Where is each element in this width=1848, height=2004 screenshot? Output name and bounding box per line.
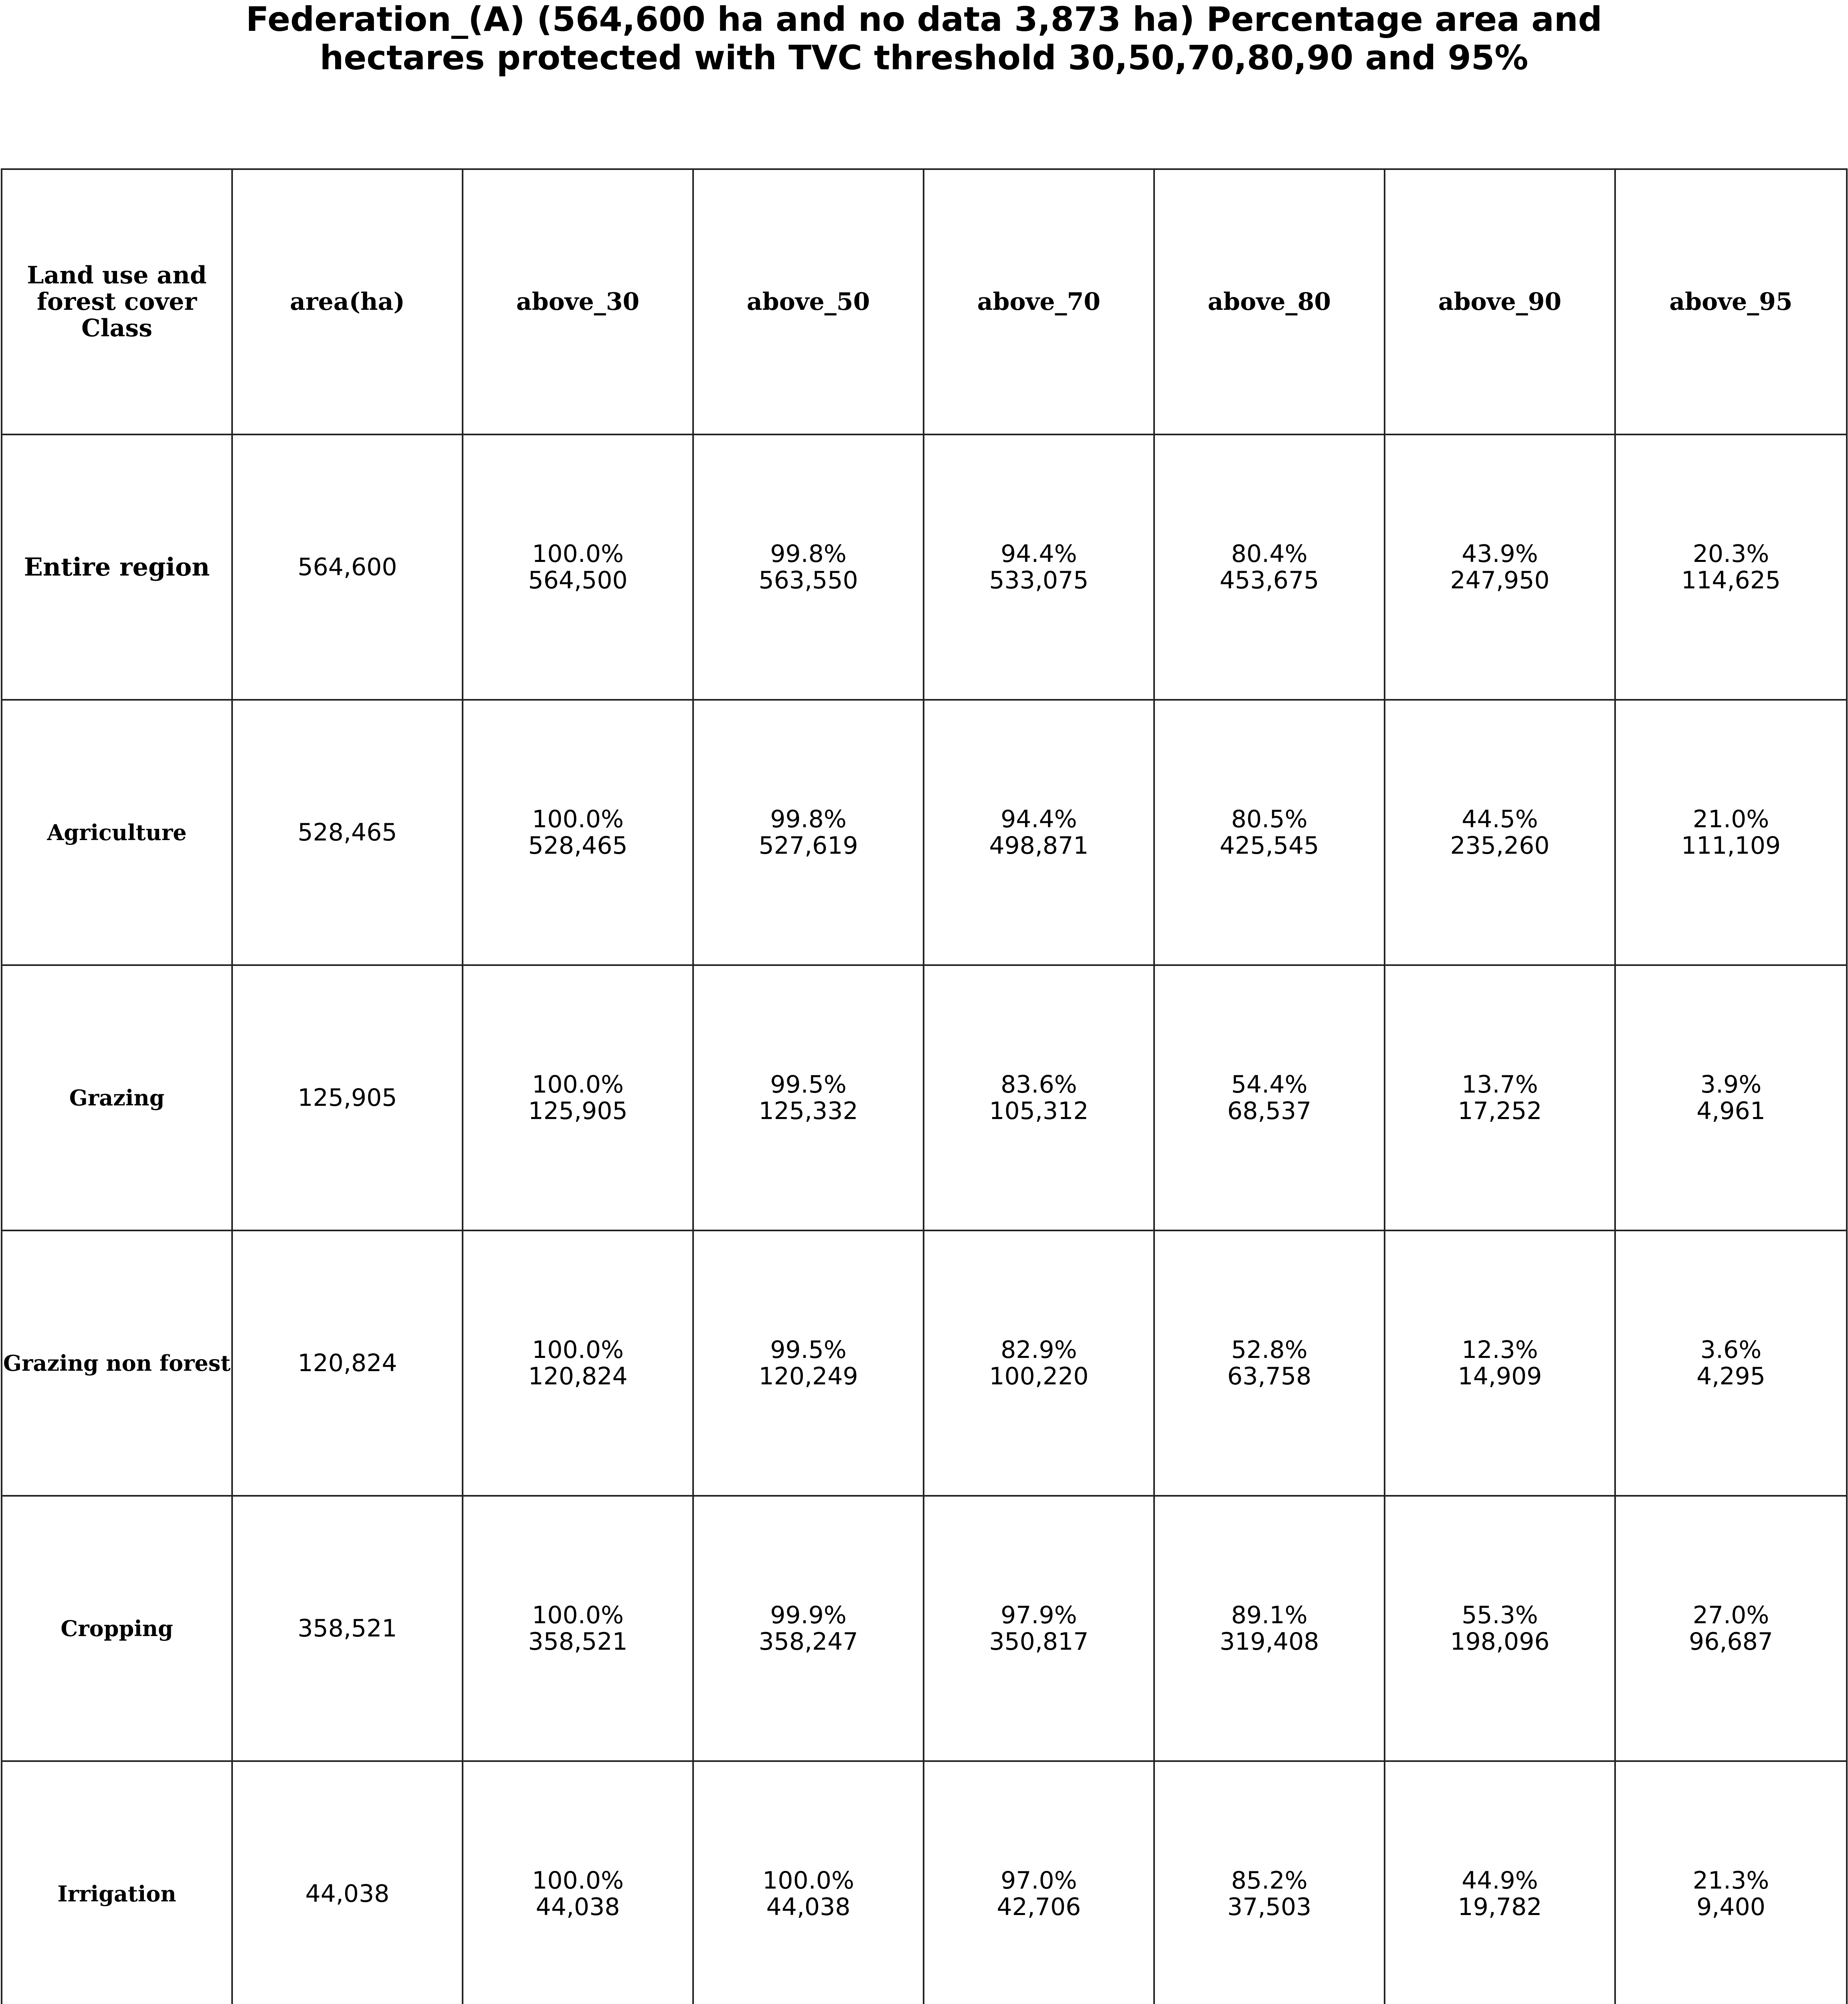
threshold-cell (463, 965, 693, 1230)
threshold-cell (1154, 1496, 1385, 1761)
hectare-value: 120,824 (528, 1362, 628, 1390)
hectare-value: 100,220 (989, 1362, 1089, 1390)
percent-value: 99.5% (770, 1336, 847, 1364)
percent-value: 3.6% (1700, 1336, 1762, 1364)
hectare-value: 120,249 (758, 1362, 858, 1390)
hectare-value: 528,465 (528, 832, 628, 860)
hectare-value: 19,782 (1458, 1893, 1542, 1921)
percent-value: 99.8% (770, 540, 847, 568)
table-row (2, 434, 1847, 700)
row-label: Agriculture (2, 700, 232, 965)
hectare-value: 235,260 (1450, 832, 1550, 860)
percent-value: 94.4% (1001, 540, 1077, 568)
percent-value: 89.1% (1231, 1601, 1308, 1629)
threshold-cell (1154, 1230, 1385, 1496)
area-cell: 125,905 (232, 965, 463, 1230)
hectare-value: 453,675 (1219, 566, 1319, 594)
hectare-value: 68,537 (1227, 1097, 1312, 1125)
threshold-cell (1385, 1230, 1615, 1496)
table-header-row (2, 169, 1847, 434)
area-cell: 528,465 (232, 700, 463, 965)
percent-value: 80.5% (1231, 805, 1308, 833)
percent-value: 100.0% (762, 1867, 854, 1895)
page-title (0, 0, 1848, 77)
percent-value: 100.0% (532, 1071, 624, 1099)
hectare-value: 319,408 (1219, 1628, 1319, 1656)
threshold-cell (1154, 700, 1385, 965)
hectare-value: 125,905 (528, 1097, 628, 1125)
percent-value: 94.4% (1001, 805, 1077, 833)
threshold-cell (1615, 965, 1847, 1230)
threshold-cell (1385, 434, 1615, 700)
percent-value: 100.0% (532, 1867, 624, 1895)
title-line-1: Federation_(A) (564,600 ha and no data 3,873 ha) Percentage area and (246, 0, 1602, 39)
row-label: Grazing non forest (2, 1230, 232, 1496)
hectare-value: 44,038 (536, 1893, 620, 1921)
threshold-cell (924, 434, 1154, 700)
percent-value: 3.9% (1700, 1071, 1762, 1099)
threshold-cell (1615, 1496, 1847, 1761)
row-label: Grazing (2, 965, 232, 1230)
percent-value: 54.4% (1231, 1071, 1308, 1099)
protection-table (1, 168, 1848, 2004)
threshold-cell (463, 1496, 693, 1761)
area-cell: 564,600 (232, 434, 463, 700)
percent-value: 99.8% (770, 805, 847, 833)
percent-value: 12.3% (1462, 1336, 1538, 1364)
hectare-value: 4,961 (1696, 1097, 1765, 1125)
percent-value: 83.6% (1001, 1071, 1077, 1099)
hectare-value: 125,332 (758, 1097, 858, 1125)
hectare-value: 114,625 (1681, 566, 1781, 594)
hectare-value: 105,312 (989, 1097, 1089, 1125)
threshold-cell (1154, 965, 1385, 1230)
percent-value: 100.0% (532, 1336, 624, 1364)
header-area: area(ha) (232, 169, 463, 434)
hectare-value: 44,038 (766, 1893, 851, 1921)
threshold-cell (1385, 965, 1615, 1230)
percent-value: 52.8% (1231, 1336, 1308, 1364)
threshold-cell (693, 1761, 924, 2004)
threshold-cell (463, 1761, 693, 2004)
hectare-value: 498,871 (989, 832, 1089, 860)
area-cell: 44,038 (232, 1761, 463, 2004)
hectare-value: 564,500 (528, 566, 628, 594)
threshold-cell (1385, 700, 1615, 965)
percent-value: 97.0% (1001, 1867, 1077, 1895)
threshold-cell (1615, 1761, 1847, 2004)
threshold-cell (1385, 1496, 1615, 1761)
percent-value: 20.3% (1692, 540, 1769, 568)
hectare-value: 17,252 (1458, 1097, 1542, 1125)
hectare-value: 533,075 (989, 566, 1089, 594)
header-above-70: above_70 (924, 169, 1154, 434)
hectare-value: 198,096 (1450, 1628, 1550, 1656)
table-row (2, 1230, 1847, 1496)
threshold-cell (1615, 1230, 1847, 1496)
percent-value: 100.0% (532, 805, 624, 833)
percent-value: 82.9% (1001, 1336, 1077, 1364)
hectare-value: 527,619 (758, 832, 858, 860)
threshold-cell (1615, 700, 1847, 965)
threshold-cell (463, 700, 693, 965)
percent-value: 97.9% (1001, 1601, 1077, 1629)
table-row (2, 1761, 1847, 2004)
threshold-cell (924, 965, 1154, 1230)
threshold-cell (693, 965, 924, 1230)
area-cell: 120,824 (232, 1230, 463, 1496)
header-above-90: above_90 (1385, 169, 1615, 434)
row-label: Entire region (2, 434, 232, 700)
header-above-95: above_95 (1615, 169, 1847, 434)
threshold-cell (693, 1496, 924, 1761)
hectare-value: 96,687 (1689, 1628, 1773, 1656)
threshold-cell (693, 434, 924, 700)
hectare-value: 247,950 (1450, 566, 1550, 594)
table-row (2, 1496, 1847, 1761)
percent-value: 99.5% (770, 1071, 847, 1099)
threshold-cell (693, 700, 924, 965)
hectare-value: 358,247 (758, 1628, 858, 1656)
hectare-value: 111,109 (1681, 832, 1781, 860)
hectare-value: 14,909 (1458, 1362, 1542, 1390)
percent-value: 55.3% (1462, 1601, 1538, 1629)
hectare-value: 563,550 (758, 566, 858, 594)
hectare-value: 358,521 (528, 1628, 628, 1656)
row-label: Irrigation (2, 1761, 232, 2004)
percent-value: 21.0% (1692, 805, 1769, 833)
threshold-cell (924, 1496, 1154, 1761)
header-above-80: above_80 (1154, 169, 1385, 434)
percent-value: 44.9% (1462, 1867, 1538, 1895)
threshold-cell (1154, 434, 1385, 700)
table-row (2, 965, 1847, 1230)
area-cell: 358,521 (232, 1496, 463, 1761)
percent-value: 27.0% (1692, 1601, 1769, 1629)
percent-value: 44.5% (1462, 805, 1538, 833)
header-above-30: above_30 (463, 169, 693, 434)
percent-value: 100.0% (532, 1601, 624, 1629)
threshold-cell (463, 434, 693, 700)
threshold-cell (924, 1761, 1154, 2004)
percent-value: 85.2% (1231, 1867, 1308, 1895)
header-above-50: above_50 (693, 169, 924, 434)
threshold-cell (693, 1230, 924, 1496)
row-label: Cropping (2, 1496, 232, 1761)
threshold-cell (1154, 1761, 1385, 2004)
threshold-cell (924, 1230, 1154, 1496)
threshold-cell (1615, 434, 1847, 700)
hectare-value: 425,545 (1219, 832, 1319, 860)
threshold-cell (924, 700, 1154, 965)
percent-value: 43.9% (1462, 540, 1538, 568)
table-row (2, 700, 1847, 965)
hectare-value: 350,817 (989, 1628, 1089, 1656)
threshold-cell (1385, 1761, 1615, 2004)
hectare-value: 63,758 (1227, 1362, 1312, 1390)
percent-value: 99.9% (770, 1601, 847, 1629)
title-line-2: hectares protected with TVC threshold 30,50,70,80,90 and 95% (319, 38, 1529, 77)
hectare-value: 42,706 (997, 1893, 1081, 1921)
hectare-value: 4,295 (1696, 1362, 1765, 1390)
percent-value: 21.3% (1692, 1867, 1769, 1895)
percent-value: 13.7% (1462, 1071, 1538, 1099)
hectare-value: 9,400 (1696, 1893, 1765, 1921)
threshold-cell (463, 1230, 693, 1496)
percent-value: 100.0% (532, 540, 624, 568)
header-land-use: Land use and forest cover Class (2, 169, 232, 434)
hectare-value: 37,503 (1227, 1893, 1312, 1921)
percent-value: 80.4% (1231, 540, 1308, 568)
